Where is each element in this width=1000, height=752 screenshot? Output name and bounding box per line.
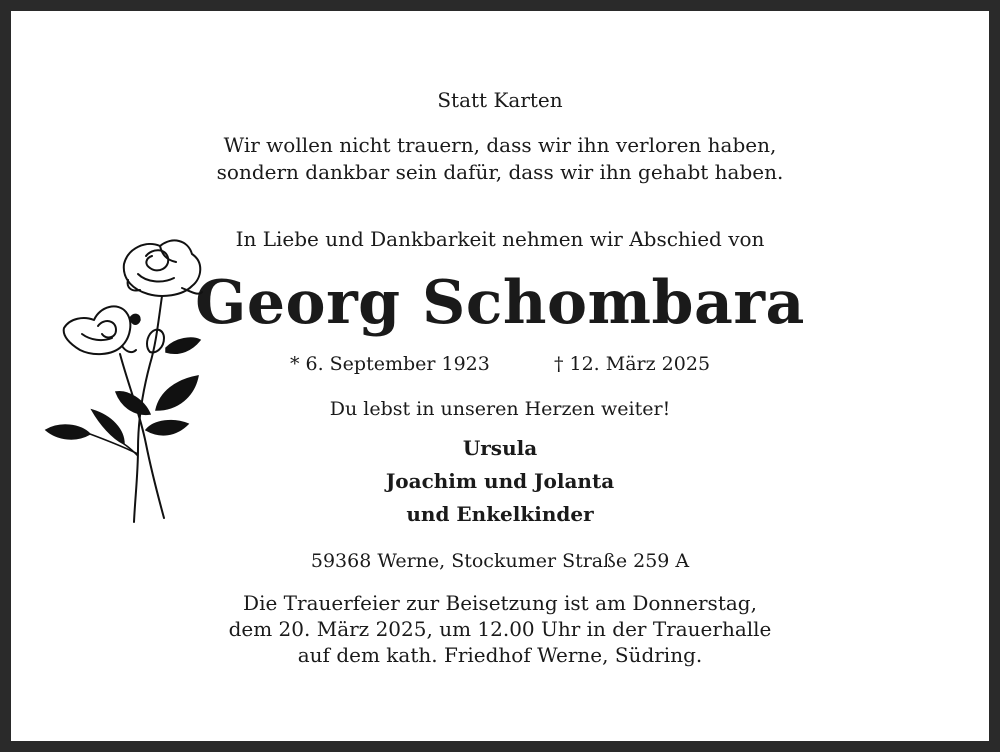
- farewell-text: In Liebe und Dankbarkeit nehmen wir Abschied von: [235, 227, 765, 251]
- motto-text: Du lebst in unseren Herzen weiter!: [329, 398, 671, 420]
- quote-line: Wir wollen nicht trauern, dass wir ihn verloren haben,: [223, 133, 777, 157]
- deceased-name: Georg Schombara: [195, 268, 805, 338]
- birth-date: * 6. September 1923: [289, 353, 490, 375]
- quote-line: sondern dankbar sein dafür, dass wir ihn gehabt haben.: [216, 160, 784, 184]
- mourner-name: Ursula: [462, 436, 538, 460]
- ceremony-line: dem 20. März 2025, um 12.00 Uhr in der Trauerhalle: [228, 617, 772, 641]
- mourner-name: und Enkelkinder: [406, 502, 594, 526]
- rose-icon: [42, 234, 212, 526]
- mourner-name: Joachim und Jolanta: [385, 469, 615, 493]
- ceremony-line: Die Trauerfeier zur Beisetzung ist am Donnerstag,: [243, 591, 757, 615]
- ceremony-line: auf dem kath. Friedhof Werne, Südring.: [297, 643, 703, 667]
- death-date: † 12. März 2025: [553, 353, 711, 375]
- address-text: 59368 Werne, Stockumer Straße 259 A: [310, 550, 690, 572]
- intro-text: Statt Karten: [437, 88, 563, 112]
